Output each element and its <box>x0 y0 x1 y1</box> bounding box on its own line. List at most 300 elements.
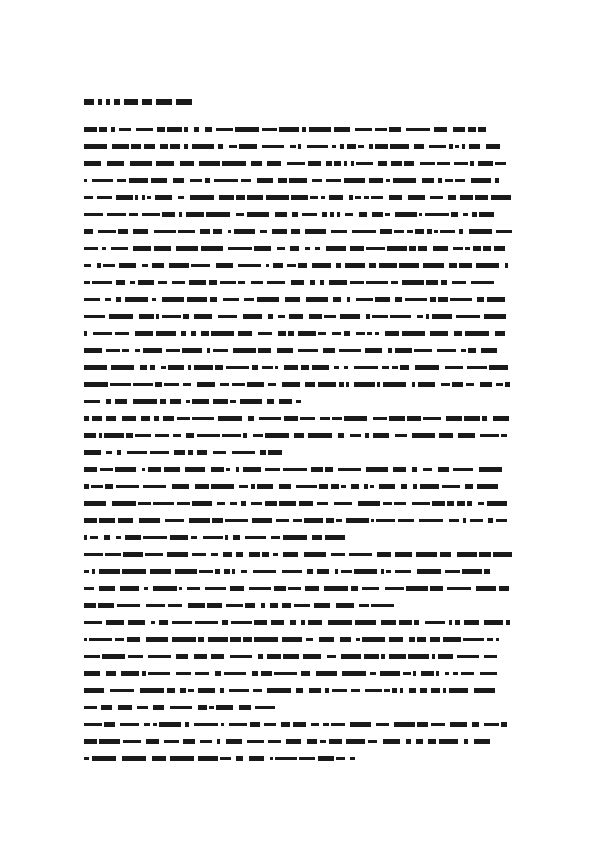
text-glyph-run <box>205 178 210 183</box>
text-glyph-run <box>125 535 141 540</box>
text-glyph-run <box>466 383 474 386</box>
text-glyph-run <box>268 450 282 455</box>
text-glyph-run <box>354 366 378 369</box>
text-glyph-run <box>400 365 409 370</box>
text-glyph-run <box>122 756 146 761</box>
text-glyph-run <box>420 162 435 165</box>
text-glyph-run <box>430 297 436 302</box>
text-glyph-run <box>160 399 166 404</box>
text-glyph-run <box>463 213 468 216</box>
text-glyph-run <box>372 212 383 217</box>
text-glyph-run <box>429 145 446 148</box>
text-glyph-run <box>299 757 315 760</box>
text-glyph-run <box>484 569 490 574</box>
text-glyph-run <box>217 739 220 744</box>
text-glyph-run <box>481 348 497 353</box>
text-glyph-run <box>222 434 241 437</box>
text-glyph-run <box>238 331 252 336</box>
text-glyph-run <box>437 162 450 165</box>
text-glyph-run <box>385 587 404 590</box>
text-glyph-run <box>312 365 329 370</box>
text-glyph-run <box>327 655 336 658</box>
text-glyph-run <box>472 212 477 217</box>
heading-glyph-run <box>142 99 152 105</box>
text-glyph-run <box>247 740 264 743</box>
text-glyph-run <box>447 587 471 590</box>
text-glyph-run <box>486 144 500 149</box>
text-glyph-run <box>117 450 121 455</box>
text-glyph-run <box>330 212 334 217</box>
text-glyph-run <box>173 434 181 437</box>
text-glyph-run <box>334 161 341 166</box>
text-glyph-run <box>291 195 308 200</box>
text-glyph-run <box>395 570 411 573</box>
text-glyph-run <box>192 417 214 420</box>
text-glyph-run <box>359 604 369 607</box>
text-glyph-run <box>480 434 499 437</box>
text-glyph-run <box>116 195 133 200</box>
text-glyph-run <box>279 127 299 132</box>
text-glyph-run <box>151 178 167 183</box>
text-glyph-run <box>154 246 171 251</box>
text-glyph-run <box>146 604 165 607</box>
text-glyph-run <box>211 331 234 336</box>
text-glyph-run <box>480 382 492 387</box>
text-line <box>84 753 512 764</box>
text-glyph-run <box>194 723 218 726</box>
text-glyph-run <box>453 247 463 250</box>
text-glyph-run <box>192 553 206 556</box>
text-glyph-run <box>84 179 87 182</box>
text-glyph-run <box>454 162 468 165</box>
text-glyph-run <box>217 502 225 505</box>
text-glyph-run <box>325 535 345 540</box>
text-glyph-run <box>350 434 361 437</box>
text-glyph-run <box>328 620 352 625</box>
text-glyph-run <box>418 246 427 251</box>
text-glyph-run <box>412 433 435 438</box>
text-glyph-run <box>224 672 246 675</box>
text-glyph-run <box>277 348 293 353</box>
text-glyph-run <box>220 688 224 693</box>
text-glyph-run <box>456 315 480 318</box>
text-glyph-run <box>393 178 416 183</box>
text-glyph-run <box>453 468 473 471</box>
text-glyph-run <box>380 671 400 676</box>
heading-glyph-run <box>84 99 94 105</box>
text-glyph-run <box>215 365 223 370</box>
text-glyph-run <box>84 518 97 523</box>
text-glyph-run <box>301 620 305 625</box>
text-glyph-run <box>296 485 317 488</box>
text-glyph-run <box>153 723 157 726</box>
text-glyph-run <box>291 229 300 234</box>
text-glyph-run <box>364 196 369 199</box>
text-glyph-run <box>238 264 261 267</box>
text-glyph-run <box>98 603 114 608</box>
text-glyph-run <box>394 502 406 505</box>
text-glyph-run <box>208 637 228 642</box>
text-glyph-run <box>209 280 217 285</box>
text-glyph-run <box>105 553 121 556</box>
text-glyph-run <box>451 212 458 217</box>
text-glyph-run <box>189 518 210 523</box>
text-glyph-run <box>398 519 414 522</box>
text-glyph-run <box>336 519 342 522</box>
text-glyph-run <box>84 331 87 336</box>
text-glyph-run <box>233 348 256 353</box>
text-glyph-run <box>308 161 321 166</box>
text-glyph-run <box>344 178 365 183</box>
text-glyph-run <box>469 144 480 149</box>
text-glyph-run <box>267 161 281 166</box>
text-glyph-run <box>422 178 434 183</box>
text-glyph-run <box>393 467 406 472</box>
text-glyph-run <box>200 229 210 234</box>
text-glyph-run <box>413 671 416 676</box>
text-glyph-run <box>364 654 379 659</box>
text-glyph-run <box>426 280 438 285</box>
text-glyph-run <box>228 230 231 233</box>
text-glyph-run <box>153 502 174 505</box>
text-glyph-run <box>220 383 229 386</box>
text-glyph-run <box>437 349 456 352</box>
text-glyph-run <box>168 604 182 607</box>
text-line <box>84 379 512 390</box>
text-glyph-run <box>472 722 479 727</box>
text-glyph-run <box>243 467 261 472</box>
text-glyph-run <box>332 145 336 148</box>
text-glyph-run <box>310 280 315 285</box>
text-glyph-run <box>213 229 222 234</box>
text-glyph-run <box>119 128 131 131</box>
text-glyph-run <box>84 739 97 744</box>
text-glyph-run <box>445 570 460 573</box>
text-glyph-run <box>201 246 223 251</box>
text-glyph-run <box>116 536 121 539</box>
text-glyph-run <box>403 672 411 675</box>
text-glyph-run <box>377 552 391 557</box>
text-glyph-run <box>224 569 230 574</box>
text-glyph-run <box>180 688 186 693</box>
text-glyph-run <box>369 263 376 268</box>
text-glyph-run <box>187 587 200 590</box>
text-glyph-run <box>432 501 445 506</box>
text-glyph-run <box>236 195 245 200</box>
text-glyph-run <box>218 416 242 421</box>
text-glyph-run <box>84 757 89 760</box>
text-glyph-run <box>434 127 447 132</box>
text-glyph-run <box>239 705 251 710</box>
text-glyph-run <box>350 281 364 284</box>
text-glyph-run <box>254 620 267 625</box>
text-glyph-run <box>274 672 297 675</box>
text-glyph-run <box>441 280 447 285</box>
text-glyph-run <box>211 467 224 472</box>
text-glyph-run <box>371 196 383 199</box>
text-glyph-run <box>160 144 168 149</box>
text-line <box>84 719 512 730</box>
text-glyph-run <box>226 739 242 744</box>
text-glyph-run <box>257 484 273 489</box>
text-glyph-run <box>308 433 332 438</box>
text-glyph-run <box>326 161 332 166</box>
text-glyph-run <box>268 383 276 386</box>
text-glyph-run <box>338 468 361 471</box>
text-glyph-run <box>438 178 442 183</box>
text-glyph-run <box>118 518 133 523</box>
text-glyph-run <box>118 705 132 710</box>
text-glyph-run <box>326 179 341 182</box>
text-glyph-run <box>162 297 184 302</box>
text-glyph-run <box>323 723 329 726</box>
text-glyph-run <box>432 314 452 319</box>
text-line <box>84 668 512 679</box>
text-glyph-run <box>457 501 465 506</box>
text-glyph-run <box>402 280 424 285</box>
text-glyph-run <box>262 145 284 148</box>
text-glyph-run <box>176 654 188 659</box>
text-glyph-run <box>311 723 319 726</box>
text-glyph-run <box>482 416 487 421</box>
text-glyph-run <box>152 263 164 268</box>
text-glyph-run <box>324 586 348 591</box>
text-glyph-run <box>247 212 269 217</box>
text-glyph-run <box>293 519 302 522</box>
text-glyph-run <box>260 230 267 233</box>
text-glyph-run <box>116 297 121 302</box>
text-glyph-run <box>104 433 124 438</box>
text-glyph-run <box>130 161 152 166</box>
text-glyph-run <box>380 229 392 234</box>
text-glyph-run <box>245 536 266 539</box>
text-glyph-run <box>325 688 329 693</box>
text-glyph-run <box>370 485 374 488</box>
text-glyph-run <box>185 722 189 727</box>
text-glyph-run <box>106 399 111 404</box>
text-line <box>84 260 512 271</box>
text-glyph-run <box>226 604 243 607</box>
text-glyph-run <box>172 484 189 489</box>
text-line <box>84 328 512 339</box>
text-glyph-run <box>112 501 136 506</box>
text-glyph-run <box>115 467 136 472</box>
text-glyph-run <box>170 756 194 761</box>
text-glyph-run <box>184 144 188 149</box>
text-glyph-run <box>219 195 234 200</box>
paragraph <box>84 549 512 611</box>
text-glyph-run <box>349 195 353 200</box>
text-glyph-run <box>205 587 226 590</box>
text-glyph-run <box>170 144 180 149</box>
text-glyph-run <box>395 297 402 302</box>
text-glyph-run <box>311 467 323 472</box>
text-glyph-run <box>395 212 417 217</box>
text-glyph-run <box>279 484 291 489</box>
text-glyph-run <box>288 587 301 590</box>
text-glyph-run <box>102 247 106 250</box>
text-line <box>84 175 512 186</box>
text-glyph-run <box>179 587 182 590</box>
text-glyph-run <box>161 366 166 369</box>
text-glyph-run <box>165 519 184 522</box>
text-glyph-run <box>262 366 273 369</box>
text-glyph-run <box>391 281 398 284</box>
text-glyph-run <box>140 365 147 370</box>
text-line <box>84 447 512 458</box>
text-glyph-run <box>268 740 281 743</box>
text-glyph-run <box>415 365 439 370</box>
text-glyph-run <box>241 179 251 182</box>
text-glyph-run <box>284 416 298 421</box>
text-glyph-run <box>309 314 322 319</box>
text-glyph-run <box>294 433 304 438</box>
text-glyph-run <box>506 620 510 625</box>
text-glyph-run <box>426 314 429 319</box>
text-glyph-run <box>417 722 428 727</box>
body-text <box>84 124 512 770</box>
text-glyph-run <box>167 688 175 693</box>
text-glyph-run <box>394 230 404 233</box>
text-glyph-run <box>385 331 399 336</box>
text-glyph-run <box>344 366 348 369</box>
text-line <box>84 192 512 203</box>
text-glyph-run <box>381 620 396 625</box>
text-glyph-run <box>164 740 179 743</box>
text-glyph-run <box>386 570 391 573</box>
text-glyph-run <box>414 349 432 352</box>
text-glyph-run <box>356 332 365 335</box>
text-glyph-run <box>316 671 337 676</box>
text-glyph-run <box>462 569 482 574</box>
text-glyph-run <box>469 229 492 234</box>
text-glyph-run <box>400 688 403 693</box>
text-glyph-run <box>150 569 171 574</box>
text-glyph-run <box>318 332 326 335</box>
text-glyph-run <box>431 723 445 726</box>
text-line <box>84 294 512 305</box>
text-glyph-run <box>413 484 417 489</box>
text-glyph-run <box>402 331 425 336</box>
text-glyph-run <box>477 297 484 302</box>
text-glyph-run <box>379 263 397 268</box>
text-glyph-run <box>298 331 316 336</box>
text-glyph-run <box>182 348 202 353</box>
text-glyph-run <box>344 161 347 166</box>
text-glyph-run <box>84 501 106 506</box>
text-glyph-run <box>253 434 263 437</box>
text-glyph-run <box>243 433 247 438</box>
text-glyph-run <box>190 179 202 182</box>
text-glyph-run <box>210 297 217 302</box>
text-glyph-run <box>144 587 148 590</box>
text-glyph-run <box>241 570 247 573</box>
text-glyph-run <box>483 246 491 251</box>
text-glyph-run <box>276 519 289 522</box>
text-glyph-run <box>148 467 161 472</box>
text-glyph-run <box>356 298 373 301</box>
text-glyph-run <box>335 569 338 574</box>
text-line <box>84 617 512 628</box>
text-glyph-run <box>84 281 90 284</box>
text-glyph-run <box>258 348 271 353</box>
text-glyph-run <box>366 247 385 250</box>
text-glyph-run <box>464 620 479 625</box>
text-glyph-run <box>249 756 264 761</box>
text-glyph-run <box>318 756 334 761</box>
text-glyph-run <box>341 654 361 659</box>
text-line <box>84 362 512 373</box>
text-glyph-run <box>423 263 444 268</box>
text-glyph-run <box>283 468 307 471</box>
text-glyph-run <box>334 502 352 505</box>
text-glyph-run <box>406 739 411 744</box>
text-glyph-run <box>320 740 326 743</box>
text-glyph-run <box>155 382 162 387</box>
text-glyph-run <box>351 161 354 166</box>
text-glyph-run <box>452 382 463 387</box>
text-glyph-run <box>176 672 191 675</box>
text-glyph-run <box>419 213 422 216</box>
text-glyph-run <box>143 485 166 488</box>
text-glyph-run <box>475 195 488 200</box>
text-glyph-run <box>119 263 136 268</box>
text-glyph-run <box>142 195 145 200</box>
text-glyph-run <box>430 196 443 199</box>
text-glyph-run <box>115 638 124 641</box>
text-glyph-run <box>180 161 194 166</box>
text-glyph-run <box>332 332 341 335</box>
text-glyph-run <box>287 264 296 267</box>
text-glyph-run <box>447 501 454 506</box>
text-glyph-run <box>121 671 139 676</box>
text-glyph-run <box>272 229 287 234</box>
text-glyph-run <box>84 638 87 641</box>
text-glyph-run <box>195 484 209 489</box>
text-glyph-run <box>141 416 150 421</box>
text-glyph-run <box>259 417 281 420</box>
text-glyph-run <box>230 655 252 658</box>
text-glyph-run <box>365 689 382 692</box>
text-glyph-run <box>84 587 94 590</box>
text-glyph-run <box>184 127 188 132</box>
text-glyph-run <box>314 603 330 608</box>
text-glyph-run <box>112 144 129 149</box>
text-glyph-run <box>464 739 468 744</box>
text-glyph-run <box>355 196 361 199</box>
text-glyph-run <box>342 671 366 676</box>
text-glyph-run <box>489 365 508 370</box>
text-glyph-run <box>408 654 429 659</box>
text-glyph-run <box>341 485 346 488</box>
text-glyph-run <box>104 535 110 540</box>
text-glyph-run <box>270 603 278 608</box>
text-glyph-run <box>133 383 153 386</box>
text-glyph-run <box>412 467 417 472</box>
text-glyph-run <box>194 314 212 319</box>
text-glyph-run <box>417 569 441 574</box>
text-glyph-run <box>194 654 207 659</box>
text-glyph-run <box>389 127 401 132</box>
text-glyph-run <box>305 229 326 234</box>
text-glyph-run <box>505 382 510 387</box>
text-glyph-run <box>211 484 234 489</box>
text-glyph-run <box>395 348 412 353</box>
text-glyph-run <box>142 468 145 471</box>
text-glyph-run <box>298 349 318 352</box>
text-glyph-run <box>293 722 306 727</box>
text-glyph-run <box>419 519 443 522</box>
